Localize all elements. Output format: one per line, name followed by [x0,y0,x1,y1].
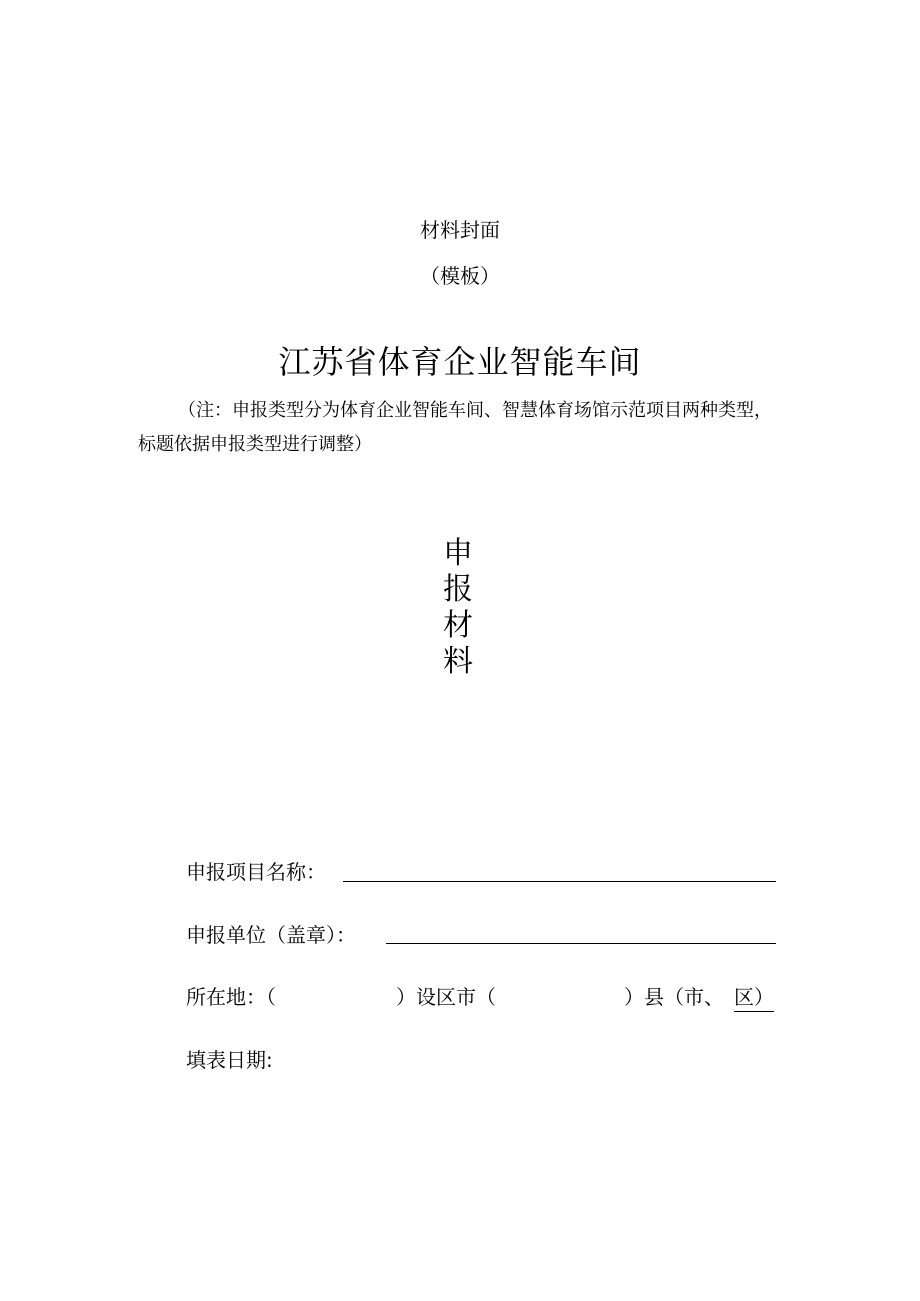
location-city-suffix: ）设区市（ [396,985,496,1009]
vertical-char: 申 [443,536,473,571]
vertical-title [438,536,478,680]
unit-line[interactable] [386,943,776,944]
vertical-char: 料 [443,644,473,679]
location-county-suffix: ）县（市、 [624,985,724,1009]
project-name-label: 申报项目名称： [186,860,326,884]
date-label: 填表日期: [186,1048,273,1072]
unit-label: 申报单位（盖章）： [186,923,356,947]
vertical-char: 材 [443,608,473,643]
project-name-line[interactable] [343,881,776,882]
cover-label: 材料封面 [420,218,500,242]
main-title: 江苏省体育企业智能车间 [278,343,642,381]
vertical-char: 报 [443,572,473,607]
type-note: （注：申报类型分为体育企业智能车间、智慧体育场馆示范项目两种类型，标题依据申报类型进行调整） [138,400,772,455]
template-label: （模板） [420,264,500,288]
location-label: 所在地：（ [186,985,276,1009]
location-district: 区） [734,983,774,1012]
